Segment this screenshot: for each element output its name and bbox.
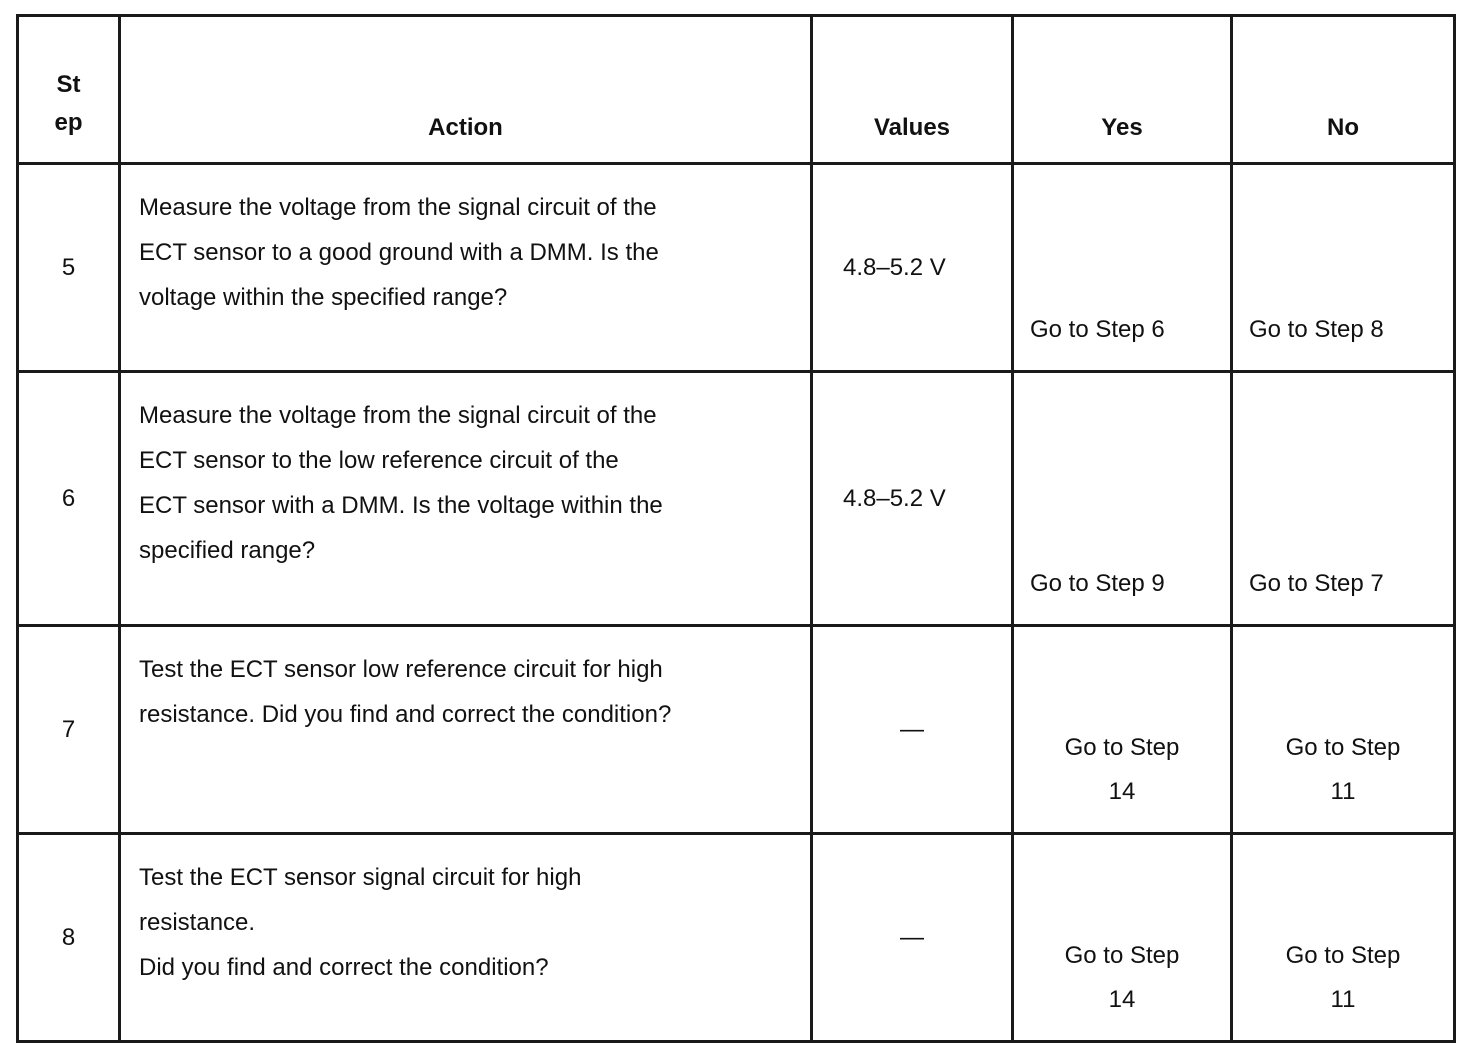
action-line: Test the ECT sensor low reference circuit for high (139, 656, 663, 683)
header-step-line1: St (56, 71, 81, 98)
header-no: No (1232, 16, 1455, 164)
action-line: voltage within the specified range? (139, 284, 508, 311)
yes-goto: Go to Step 9 (1030, 570, 1165, 597)
no-goto: Go to Step (1285, 734, 1401, 761)
no-cell (1232, 372, 1455, 626)
value-cell: 4.8–5.2 V (812, 372, 1013, 626)
action-cell (120, 372, 812, 626)
action-line: resistance. (139, 909, 256, 936)
no-goto: Go to Step (1285, 942, 1401, 969)
no-cell (1232, 164, 1455, 372)
step-number: 6 (18, 372, 120, 626)
yes-goto: Go to Step 6 (1030, 316, 1165, 343)
no-cell (1232, 626, 1455, 834)
no-goto: Go to Step 8 (1249, 316, 1384, 343)
step-number: 5 (18, 164, 120, 372)
header-values: Values (812, 16, 1013, 164)
action-cell (120, 626, 812, 834)
action-line: ECT sensor with a DMM. Is the voltage within the (139, 492, 663, 519)
header-step-line2: ep (54, 109, 83, 136)
yes-goto-number: 14 (1108, 778, 1136, 805)
no-goto-number: 11 (1330, 986, 1356, 1013)
action-line: Did you find and correct the condition? (139, 954, 549, 981)
diagnostic-table (16, 14, 1456, 1043)
header-yes: Yes (1013, 16, 1232, 164)
action-line: Measure the voltage from the signal circuit of the (139, 194, 657, 221)
yes-cell (1013, 372, 1232, 626)
action-cell (120, 834, 812, 1042)
table-row (18, 164, 1455, 372)
table-row (18, 372, 1455, 626)
step-number: 7 (18, 626, 120, 834)
yes-cell (1013, 626, 1232, 834)
table-row (18, 626, 1455, 834)
yes-cell (1013, 164, 1232, 372)
action-line: specified range? (139, 537, 316, 564)
value-cell: 4.8–5.2 V (812, 164, 1013, 372)
header-step (18, 16, 120, 164)
action-line: Measure the voltage from the signal circuit of the (139, 402, 657, 429)
action-line: ECT sensor to the low reference circuit of the (139, 447, 619, 474)
action-cell (120, 164, 812, 372)
action-line: ECT sensor to a good ground with a DMM. Is the (139, 239, 659, 266)
yes-goto: Go to Step (1064, 734, 1180, 761)
no-goto-number: 11 (1330, 778, 1356, 805)
no-goto: Go to Step 7 (1249, 570, 1384, 597)
action-line: Test the ECT sensor signal circuit for high (139, 864, 582, 891)
yes-cell (1013, 834, 1232, 1042)
table-row (18, 834, 1455, 1042)
step-number: 8 (18, 834, 120, 1042)
value-cell: — (812, 834, 1013, 1042)
yes-goto-number: 14 (1108, 986, 1136, 1013)
header-action: Action (120, 16, 812, 164)
value-cell: — (812, 626, 1013, 834)
yes-goto: Go to Step (1064, 942, 1180, 969)
no-cell (1232, 834, 1455, 1042)
header-row (18, 16, 1455, 164)
action-line: resistance. Did you find and correct the condition? (139, 701, 672, 728)
